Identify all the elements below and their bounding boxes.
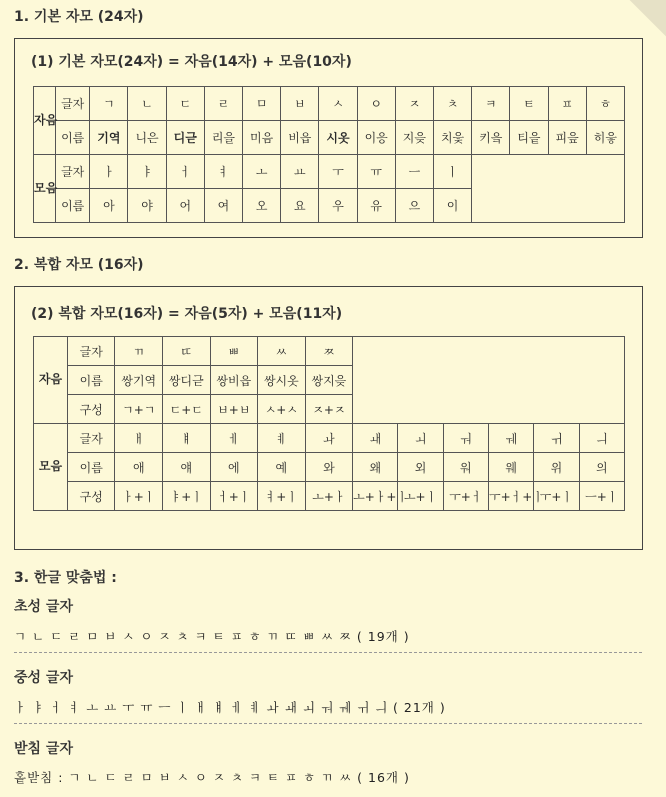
compound-vowel-name: 에 [210, 453, 258, 482]
compound-vowel-glyph: ㅒ [163, 424, 211, 453]
compound-consonant-glyph: ㄸ [163, 337, 211, 366]
consonant-name: 티읕 [510, 121, 548, 155]
compound-vowel-glyph: ㅟ [534, 424, 579, 453]
row-header-name: 이름 [67, 366, 115, 395]
consonant-glyph: ㅅ [319, 87, 357, 121]
consonant-glyph: ㄱ [90, 87, 128, 121]
compound-consonant-glyph: ㄲ [115, 337, 163, 366]
initial-letters: ㄱ ㄴ ㄷ ㄹ ㅁ ㅂ ㅅ ㅇ ㅈ ㅊ ㅋ ㅌ ㅍ ㅎ ㄲ ㄸ ㅃ ㅆ ㅉ ( 19개 ) [14, 629, 410, 644]
vowel-name: 여 [204, 189, 242, 223]
vowel-name: 어 [166, 189, 204, 223]
compound-vowel-composition: ㅏ+ㅣ [115, 482, 163, 511]
basic-jamo-table [33, 86, 625, 223]
consonant-name: 치읓 [433, 121, 471, 155]
compound-vowel-glyph: ㅔ [210, 424, 258, 453]
vowel-glyph: ㅡ [395, 155, 433, 189]
divider [14, 723, 642, 724]
consonant-glyph: ㅈ [395, 87, 433, 121]
compound-vowel-composition: ㅗ+ㅏ+ㅣ [353, 482, 398, 511]
row-header-name: 이름 [67, 453, 115, 482]
consonant-name: 키읔 [472, 121, 510, 155]
consonant-glyph: ㅁ [243, 87, 281, 121]
consonant-label: 자음 [34, 337, 68, 424]
consonant-name: 디귿 [166, 121, 204, 155]
divider [14, 652, 642, 653]
row-header-glyph: 글자 [67, 337, 115, 366]
consonant-glyph: ㄷ [166, 87, 204, 121]
compound-consonant-glyph: ㅉ [305, 337, 353, 366]
row-header-glyph: 글자 [56, 87, 90, 121]
consonant-name: 지읒 [395, 121, 433, 155]
consonant-glyph: ㅇ [357, 87, 395, 121]
consonant-glyph: ㅋ [472, 87, 510, 121]
row-header-comp: 구성 [67, 395, 115, 424]
section-3-heading: 3. 한글 맞춤법 : [14, 570, 117, 586]
compound-vowel-composition: ㅗ+ㅏ [305, 482, 353, 511]
vowel-label: 모음 [34, 424, 68, 511]
compound-vowel-name: 의 [579, 453, 624, 482]
compound-vowel-name: 얘 [163, 453, 211, 482]
section-2-heading: 2. 복합 자모 (16자) [14, 257, 144, 273]
compound-vowel-composition: ㅑ+ㅣ [163, 482, 211, 511]
compound-vowel-name: 와 [305, 453, 353, 482]
consonant-name: 기역 [90, 121, 128, 155]
vowel-glyph: ㅓ [166, 155, 204, 189]
page-fold-corner [626, 0, 666, 40]
vowel-name: 야 [128, 189, 166, 223]
compound-consonant-composition: ㅈ+ㅈ [305, 395, 353, 424]
compound-vowel-glyph: ㅖ [258, 424, 306, 453]
compound-vowel-glyph: ㅞ [488, 424, 533, 453]
final-letters: 홑받침 : ㄱ ㄴ ㄷ ㄹ ㅁ ㅂ ㅅ ㅇ ㅈ ㅊ ㅋ ㅌ ㅍ ㅎ ㄲ ㅆ ( 16개 ) [14, 770, 410, 785]
vowel-name: 유 [357, 189, 395, 223]
consonant-name: 이응 [357, 121, 395, 155]
compound-vowel-glyph: ㅘ [305, 424, 353, 453]
compound-vowel-composition: ㅓ+ㅣ [210, 482, 258, 511]
compound-vowel-name: 위 [534, 453, 579, 482]
consonant-name: 피읖 [548, 121, 586, 155]
empty-area [472, 155, 625, 223]
medial-letters: ㅏ ㅑ ㅓ ㅕ ㅗ ㅛ ㅜ ㅠ ㅡ ㅣ ㅐ ㅒ ㅔ ㅖ ㅘ ㅙ ㅚ ㅝ ㅞ ㅟ ㅢ ( 21개 ) [14, 700, 446, 715]
compound-consonant-composition: ㅂ+ㅂ [210, 395, 258, 424]
consonant-name: 비읍 [281, 121, 319, 155]
consonant-name: 미음 [243, 121, 281, 155]
compound-consonant-name: 쌍디귿 [163, 366, 211, 395]
vowel-name: 우 [319, 189, 357, 223]
consonant-glyph: ㅎ [586, 87, 624, 121]
compound-consonant-name: 쌍시옷 [258, 366, 306, 395]
compound-vowel-composition: ㅜ+ㅓ+ㅣ [488, 482, 533, 511]
compound-consonant-name: 쌍기역 [115, 366, 163, 395]
medial-title: 중성 글자 [14, 670, 73, 686]
consonant-name: 시옷 [319, 121, 357, 155]
compound-consonant-composition: ㄷ+ㄷ [163, 395, 211, 424]
compound-vowel-composition: ㅜ+ㅣ [534, 482, 579, 511]
consonant-label: 자음 [34, 87, 56, 155]
compound-vowel-name: 왜 [353, 453, 398, 482]
vowel-name: 으 [395, 189, 433, 223]
vowel-glyph: ㅗ [243, 155, 281, 189]
consonant-name: 히읗 [586, 121, 624, 155]
empty-area [353, 337, 625, 424]
compound-vowel-glyph: ㅝ [443, 424, 488, 453]
compound-consonant-composition: ㄱ+ㄱ [115, 395, 163, 424]
compound-consonant-glyph: ㅃ [210, 337, 258, 366]
consonant-glyph: ㅌ [510, 87, 548, 121]
row-header-name: 이름 [56, 121, 90, 155]
consonant-glyph: ㄴ [128, 87, 166, 121]
compound-vowel-name: 외 [398, 453, 443, 482]
vowel-name: 오 [243, 189, 281, 223]
compound-consonant-composition: ㅅ+ㅅ [258, 395, 306, 424]
compound-vowel-composition: ㅡ+ㅣ [579, 482, 624, 511]
compound-vowel-composition: ㅗ+ㅣ [398, 482, 443, 511]
final-title: 받침 글자 [14, 741, 73, 757]
compound-jamo-title: (2) 복합 자모(16자) = 자음(5자) + 모음(11자) [31, 306, 343, 322]
consonant-name: 니은 [128, 121, 166, 155]
basic-jamo-title: (1) 기본 자모(24자) = 자음(14자) + 모음(10자) [31, 54, 352, 70]
consonant-name: 리을 [204, 121, 242, 155]
consonant-glyph: ㅍ [548, 87, 586, 121]
vowel-glyph: ㅑ [128, 155, 166, 189]
row-header-glyph: 글자 [67, 424, 115, 453]
initial-title: 초성 글자 [14, 599, 73, 615]
row-header-name: 이름 [56, 189, 90, 223]
compound-vowel-glyph: ㅢ [579, 424, 624, 453]
compound-vowel-name: 워 [443, 453, 488, 482]
basic-jamo-box [14, 38, 643, 238]
compound-vowel-glyph: ㅐ [115, 424, 163, 453]
compound-vowel-composition: ㅜ+ㅓ [443, 482, 488, 511]
compound-jamo-box [14, 286, 643, 550]
compound-vowel-name: 애 [115, 453, 163, 482]
consonant-glyph: ㅊ [433, 87, 471, 121]
compound-vowel-glyph: ㅙ [353, 424, 398, 453]
consonant-glyph: ㄹ [204, 87, 242, 121]
vowel-glyph: ㅕ [204, 155, 242, 189]
compound-consonant-name: 쌍비읍 [210, 366, 258, 395]
vowel-name: 이 [433, 189, 471, 223]
compound-consonant-name: 쌍지읒 [305, 366, 353, 395]
compound-vowel-name: 웨 [488, 453, 533, 482]
vowel-glyph: ㅠ [357, 155, 395, 189]
consonant-glyph: ㅂ [281, 87, 319, 121]
vowel-glyph: ㅛ [281, 155, 319, 189]
compound-vowel-composition: ㅕ+ㅣ [258, 482, 306, 511]
compound-vowel-name: 예 [258, 453, 306, 482]
row-header-glyph: 글자 [56, 155, 90, 189]
vowel-glyph: ㅏ [90, 155, 128, 189]
compound-consonant-glyph: ㅆ [258, 337, 306, 366]
vowel-label: 모음 [34, 155, 56, 223]
compound-jamo-table [33, 336, 625, 511]
row-header-comp: 구성 [67, 482, 115, 511]
vowel-glyph: ㅜ [319, 155, 357, 189]
vowel-name: 요 [281, 189, 319, 223]
vowel-name: 아 [90, 189, 128, 223]
section-1-heading: 1. 기본 자모 (24자) [14, 9, 144, 25]
vowel-glyph: ㅣ [433, 155, 471, 189]
compound-vowel-glyph: ㅚ [398, 424, 443, 453]
